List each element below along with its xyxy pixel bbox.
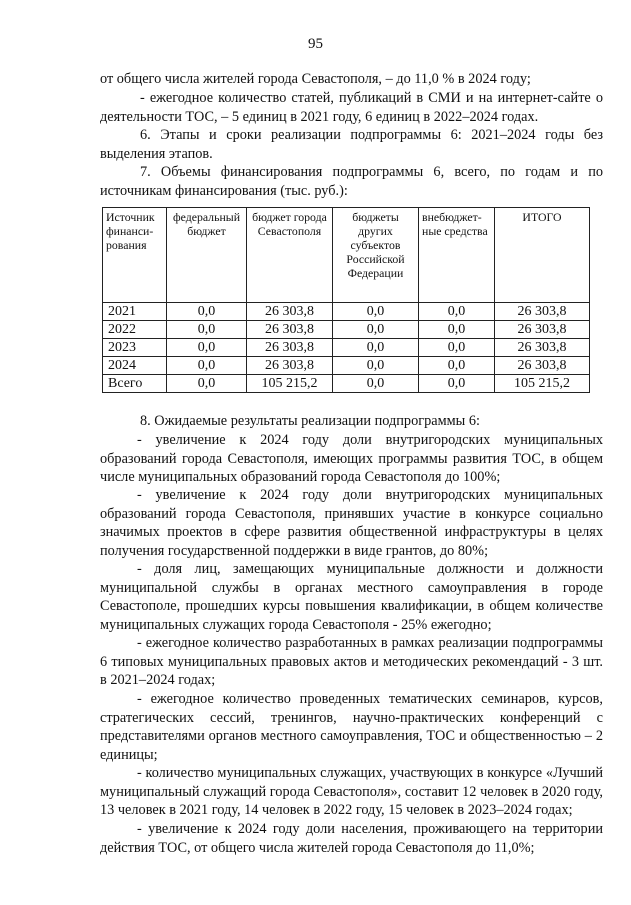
header-total: ИТОГО	[495, 208, 590, 303]
paragraph-result-grant-contest: - увеличение к 2024 году доли внутригородских муниципальных образований города Севастополя, принявших участие в конкурсе социально значимых проектов в сфере развития общественной инфраструктуры в целях получения государственной поддержки в виде грантов, до 80%;	[100, 487, 603, 559]
table-cell: 0,0	[333, 303, 419, 321]
paragraph-result-tos-programs: - увеличение к 2024 году доли внутригородских муниципальных образований города Севастополя, имеющих программы развития ТОС, в общем числе муниципальных образований города Севастополя до 100%;	[100, 432, 603, 486]
header-extrabudgetary: внебюджет-ные средства	[419, 208, 495, 303]
paragraph-result-contest-participants: - количество муниципальных служащих, участвующих в конкурсе «Лучший муниципальный служащий города Севастополя», составит 12 человек в 2020 году, 13 человек в 2021 году, 14 человек в 2022 году, 15 человек в 2023–2024 годах;	[100, 765, 603, 819]
paragraph-media-publications: - ежегодное количество статей, публикаций в СМИ и на интернет-сайте о деятельности ТОС, – 5 единиц в 2021 году, 6 единиц в 2022–2024 годах.	[100, 90, 603, 125]
paragraph-result-population-share: - увеличение к 2024 году доли населения, проживающего на территории действия ТОС, от общего числа жителей города Севастополя до 11,0%;	[100, 821, 603, 856]
table-cell: 0,0	[167, 357, 247, 375]
table-cell: 0,0	[167, 321, 247, 339]
header-federal-budget: федеральный бюджет	[167, 208, 247, 303]
table-row	[103, 303, 590, 321]
table-cell: 0,0	[333, 357, 419, 375]
header-source: Источник финанси-рования	[103, 208, 167, 303]
table-cell: 26 303,8	[247, 303, 333, 321]
table-cell: 26 303,8	[495, 357, 590, 375]
paragraph-stages-terms: 6. Этапы и сроки реализации подпрограммы 6: 2021–2024 годы без выделения этапов.	[100, 127, 603, 162]
table-cell: 0,0	[167, 339, 247, 357]
paragraph-result-legal-acts: - ежегодное количество разработанных в рамках реализации подпрограммы 6 типовых муниципальных правовых актов и методических рекомендаций - 3 шт. в 2021–2024 годах;	[100, 635, 603, 689]
table-cell: 26 303,8	[247, 321, 333, 339]
funding-table	[102, 207, 590, 393]
table-cell: 0,0	[419, 321, 495, 339]
table-cell: 2024	[103, 357, 167, 375]
table-row	[103, 357, 590, 375]
table-cell: 26 303,8	[495, 321, 590, 339]
table-cell: 2023	[103, 339, 167, 357]
table-cell: 0,0	[167, 303, 247, 321]
table-cell: 0,0	[419, 339, 495, 357]
table-cell: 26 303,8	[495, 303, 590, 321]
paragraph-expected-results: 8. Ожидаемые результаты реализации подпрограммы 6:	[140, 413, 480, 429]
table-cell: 0,0	[419, 303, 495, 321]
table-cell: 105 215,2	[495, 375, 590, 393]
table-cell: 0,0	[333, 339, 419, 357]
table-cell: 0,0	[333, 321, 419, 339]
table-header-row	[103, 208, 590, 303]
table-total-row	[103, 375, 590, 393]
header-other-regions-budgets: бюджеты других субъектов Российской Федерации	[333, 208, 419, 303]
header-city-budget: бюджет города Севастополя	[247, 208, 333, 303]
table-cell: 2022	[103, 321, 167, 339]
table-cell: Всего	[103, 375, 167, 393]
table-row	[103, 321, 590, 339]
table-cell: 0,0	[419, 375, 495, 393]
table-cell: 0,0	[167, 375, 247, 393]
paragraph-result-qualification: - доля лиц, замещающих муниципальные должности и должности муниципальной службы в органах местного самоуправления в городе Севастополе, прошедших курсы повышения квалификации, в общем количестве муниципальных служащих города Севастополя - 25% ежегодно;	[100, 561, 603, 633]
paragraph-funding-volumes: 7. Объемы финансирования подпрограммы 6, всего, по годам и по источникам финансирования (тыс. руб.):	[100, 164, 603, 199]
table-row	[103, 339, 590, 357]
page-number: 95	[308, 36, 323, 52]
table-cell: 26 303,8	[247, 357, 333, 375]
table-cell: 2021	[103, 303, 167, 321]
table-cell: 0,0	[419, 357, 495, 375]
paragraph-share-residents: от общего числа жителей города Севастополя, – до 11,0 % в 2024 году;	[100, 71, 531, 87]
table-cell: 26 303,8	[495, 339, 590, 357]
table-cell: 0,0	[333, 375, 419, 393]
paragraph-result-seminars: - ежегодное количество проведенных тематических семинаров, курсов, стратегических сессий, тренингов, научно-практических конференций с представителями органов местного самоуправления, ТОС и общественностью – 2 единицы;	[100, 691, 603, 763]
table-cell: 105 215,2	[247, 375, 333, 393]
table-cell: 26 303,8	[247, 339, 333, 357]
